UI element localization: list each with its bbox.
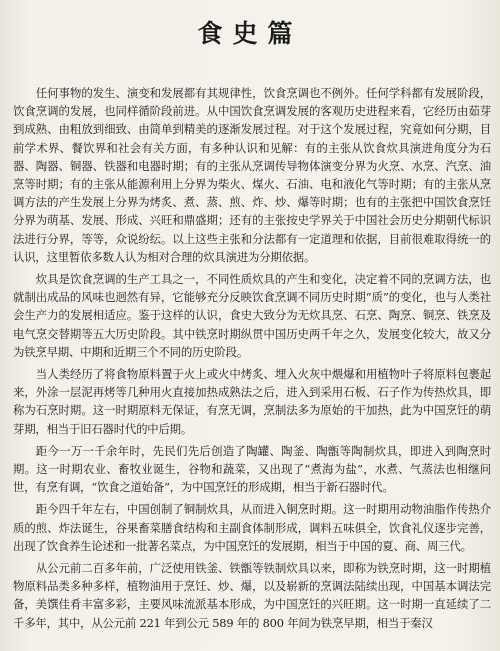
paragraph-2: 炊具是饮食烹调的生产工具之一，不同性质炊具的产生和变化，决定着不同的烹调方法，也就制出成品的风味也迥然有异，它能够充分反映饮食烹调不同历史时期“质”的变化，也与人类社会生产力的发展相适应。鉴于这样的认识，食史大致分为无炊具烹、石烹、陶烹、铜烹、铁烹及电气烹交替期等五大历史阶段。其中铁烹时期纵贯中国历史两千年之久，发展变化较大，故又分为铁烹早期、中期和近期三个不同的历史阶段。 <box>13 272 491 359</box>
body-text <box>13 84 491 636</box>
paragraph-5: 距今四千年左右，中国创制了铜制炊具，从而进入铜烹时期。这一时期用动物油脂作传热介质的煎、炸法诞生，谷果畜菜膳食结构和主副食体制形成，调料五味俱全，饮食礼仪逐步完善，出现了饮食养生论述和一批著名菜点，为中国烹饪的发展期，相当于中国的夏、商、周三代。 <box>13 502 491 553</box>
paragraph-3: 当人类经历了将食物原料置于火上或火中烤炙、埋入火灰中煨爆和用植物叶子将原料包裹起来，外涂一层泥再烤等几种用火直接加热成熟法之后，进入到采用石板、石子作为传热炊具，即称为石烹时期。这一时期原料无保证，有烹无调，烹制法多为原始的干加热，此为中国烹饪的萌芽期，相当于旧石器时代的中后期。 <box>13 367 491 436</box>
paragraph-4: 距今一万一千余年时，先民们先后创造了陶罐、陶釜、陶甑等陶制炊具，即进入到陶烹时期。这一时期农业、畜牧业诞生，谷物和蔬菜，又出现了“煮海为盐”，水煮、气蒸法也相继问世，有烹有调，“饮食之道始备”，为中国烹饪的形成期，相当于新石器时代。 <box>13 443 491 495</box>
paragraph-6: 从公元前二百多年前，广泛使用铁釜、铁甑等铁制炊具以来，即称为铁烹时期，这一时期植物原料品类多种多样，植物油用于烹饪、炒、爆，以及崭新的烹调法陆续出现，中国基本调法完备，美馔佳肴丰富多彩，主要风味流派基本形成，为中国烹饪的兴旺期。这一时期一直延续了二千多年，其中，从公元前 221 年到公元 589 年的 800 年间为铁烹早期，相当于秦汉 <box>13 561 491 630</box>
page-title: 食史篇 <box>197 19 303 48</box>
paragraph-1: 任何事物的发生、演变和发展都有其规律性，饮食烹调也不例外。任何学科都有发展阶段，饮食烹调的发展，也同样循阶段前进。从中国饮食烹调发展的客观历史进程来看，它经历由茹芽到成熟、由粗放到细致、由简单到精美的逐渐发展过程。对于这个发展过程，究竟如何分期，目前学术界、餐饮界和社会有关方面，有多种认识和见解：有的主张从饮食炊具演进角度分为石器、陶器、铜器、铁器和电器时期；有的主张从烹调传导物体演变分界为火烹、水烹、汽烹、油烹等时期；有的主张从能源利用上分界为柴火、煤火、石油、电和液化气等时期；有的主张从烹调方法的产生发展上分界为烤炙、煮、蒸、煎、炸、炒、爆等时期；也有的主张把中国饮食烹饪分界为萌基、发展、形成、兴旺和鼎盛期；还有的主张按史学界关于中国社会历史分期朝代标识法进行分界，等等，众说纷纭。以上这些主张和分法都有一定道理和依据，目前很难取得统一的认识，这里暂依多数人认为相对合理的炊具演进为分期依据。 <box>13 86 491 264</box>
